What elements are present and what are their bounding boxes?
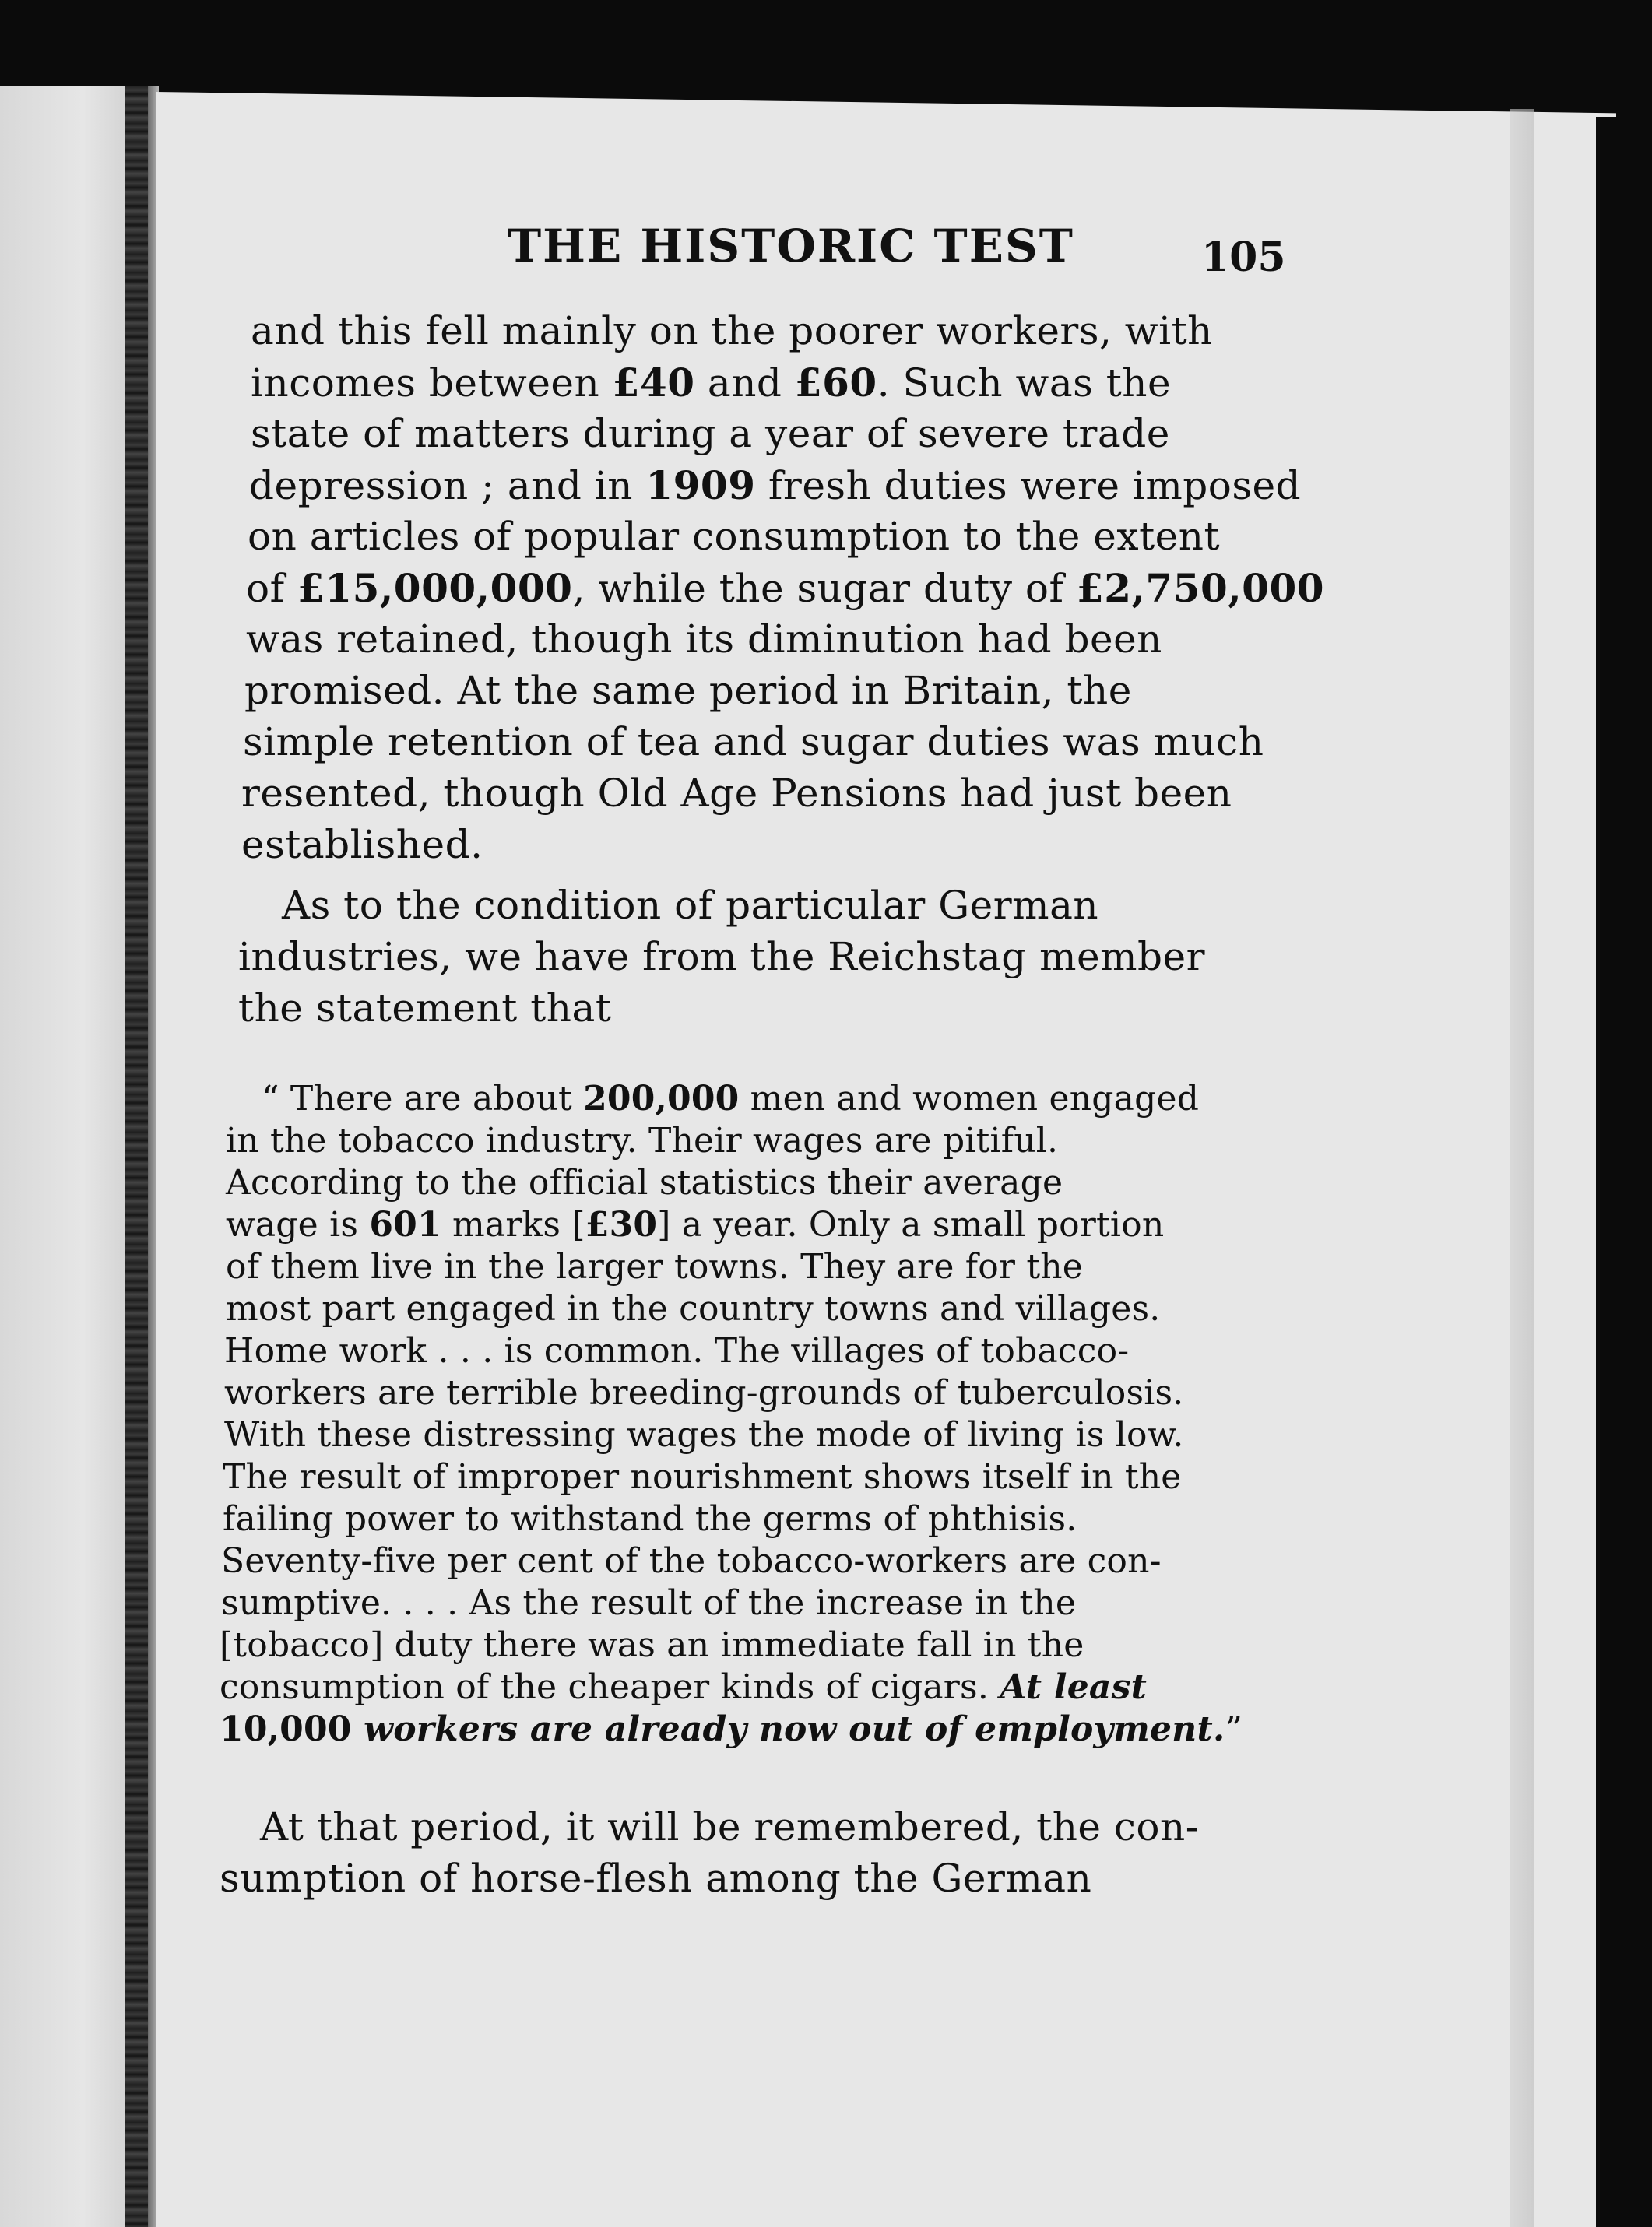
paragraph1-line: promised. At the same period in Britain, the: [244, 668, 1132, 713]
paragraph1-line: [249, 462, 1301, 508]
number: 601: [369, 1205, 441, 1245]
text-run: men and women engaged: [739, 1079, 1200, 1119]
paragraph1-line: [251, 360, 1171, 406]
text-run: , while the sugar duty of: [572, 566, 1077, 611]
scan-border: [1596, 117, 1652, 2227]
quote-line: [262, 1079, 1199, 1119]
quote-line: sumptive. . . . As the result of the increase in the: [221, 1583, 1077, 1623]
paragraph1-line: resented, though Old Age Pensions had just been: [241, 771, 1232, 816]
paragraph3-line: At that period, it will be remembered, the con-: [260, 1804, 1200, 1849]
page-stack-edge: [1510, 109, 1534, 2227]
text-run: and: [694, 360, 795, 406]
text-run: ] a year. Only a small portion: [657, 1205, 1165, 1245]
paragraph2-line: As to the condition of particular German: [282, 883, 1099, 928]
year: 1909: [645, 462, 756, 508]
quote-line: of them live in the larger towns. They are for the: [226, 1247, 1083, 1287]
closing-quote: ”: [1225, 1709, 1243, 1749]
amount: £60: [794, 360, 877, 406]
quote-line: [220, 1709, 1243, 1749]
paragraph1-line: established.: [241, 822, 483, 867]
quote-line: Home work . . . is common. The villages of tobacco-: [224, 1331, 1130, 1371]
quote-line: According to the official statistics their average: [226, 1163, 1063, 1203]
quote-line: in the tobacco industry. Their wages are pitiful.: [226, 1121, 1059, 1161]
amount: £40: [612, 360, 695, 406]
quote-line: [220, 1667, 1147, 1707]
amount: £2,750,000: [1076, 565, 1325, 611]
text-run: . Such was the: [877, 360, 1172, 406]
quote-line: [tobacco] duty there was an immediate fall in the: [220, 1625, 1084, 1665]
quote-line: Seventy-five per cent of the tobacco-workers are con-: [221, 1541, 1162, 1581]
quote-line: [226, 1205, 1164, 1245]
paragraph2-line: the statement that: [238, 985, 612, 1031]
amount: £15,000,000: [297, 565, 573, 611]
text-run: marks [: [441, 1205, 585, 1245]
number: 10,000: [220, 1709, 352, 1749]
facing-page-edge: [0, 86, 139, 2227]
text-run: incomes between: [251, 360, 613, 406]
quote-line: failing power to withstand the germs of phthisis.: [223, 1499, 1077, 1539]
paragraph1-line: simple retention of tea and sugar duties was much: [243, 719, 1264, 764]
emphasis: workers are already now out of employment.: [351, 1709, 1225, 1749]
emphasis: At least: [1000, 1667, 1148, 1707]
text-run: consumption of the cheaper kinds of cigars.: [220, 1667, 1000, 1707]
paragraph3-line: sumption of horse-flesh among the German: [220, 1856, 1092, 1901]
quote-line: The result of improper nourishment shows itself in the: [223, 1457, 1182, 1497]
text-run: wage is: [226, 1205, 370, 1245]
text-run: of: [246, 566, 298, 611]
quote-line: With these distressing wages the mode of living is low.: [224, 1415, 1184, 1455]
paragraph1-line: was retained, though its diminution had been: [246, 616, 1162, 662]
paragraph1-line: state of matters during a year of severe trade: [251, 411, 1170, 456]
page-number: 105: [1201, 234, 1286, 281]
paragraph2-line: industries, we have from the Reichstag member: [238, 934, 1206, 979]
text-run: “ There are about: [262, 1079, 584, 1119]
running-title: THE HISTORIC TEST: [508, 220, 1074, 272]
number: 200,000: [583, 1079, 740, 1119]
quote-line: most part engaged in the country towns and villages.: [226, 1289, 1161, 1329]
quote-line: workers are terrible breeding-grounds of tuberculosis.: [224, 1373, 1184, 1413]
paragraph1-line: on articles of popular consumption to the extent: [248, 514, 1221, 559]
amount: £30: [585, 1205, 658, 1245]
paragraph1-line: and this fell mainly on the poorer workers, with: [251, 308, 1213, 353]
book-binding-gutter: [125, 86, 151, 2227]
text-run: depression ; and in: [249, 463, 646, 508]
text-run: fresh duties were imposed: [755, 463, 1302, 508]
paragraph1-line: [246, 565, 1324, 611]
